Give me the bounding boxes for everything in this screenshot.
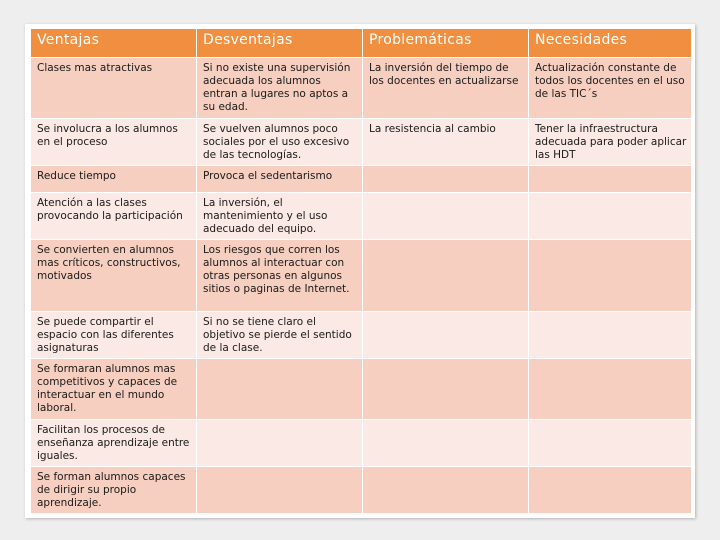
table-cell [197,420,363,467]
table-cell: Provoca el sedentarismo [197,166,363,193]
table-row [31,58,692,119]
table-cell [529,240,692,312]
table-row [31,420,692,467]
table-cell [197,467,363,514]
header-desventajas: Desventajas [197,29,363,58]
table-cell: La inversión del tiempo de los docentes en actualizarse [363,58,529,119]
header-necesidades: Necesidades [529,29,692,58]
table-cell [529,312,692,359]
table-cell [529,359,692,420]
table-cell: Se convierten en alumnos mas críticos, constructivos, motivados [31,240,197,312]
table-cell [363,420,529,467]
table-cell: Si no existe una supervisión adecuada los alumnos entran a lugares no aptos a su edad. [197,58,363,119]
table-cell [363,312,529,359]
table-cell [363,166,529,193]
table-cell [529,420,692,467]
table-cell: Facilitan los procesos de enseñanza aprendizaje entre iguales. [31,420,197,467]
table-cell: Si no se tiene claro el objetivo se pierde el sentido de la clase. [197,312,363,359]
table-cell: Atención a las clases provocando la participación [31,193,197,240]
table-cell [363,193,529,240]
slide [25,24,695,518]
table-cell [363,467,529,514]
table-cell: Tener la infraestructura adecuada para poder aplicar las HDT [529,119,692,166]
table-cell [529,166,692,193]
table-header-row [31,29,692,58]
table-cell: Se puede compartir el espacio con las diferentes asignaturas [31,312,197,359]
table-cell [529,193,692,240]
table-cell: La inversión, el mantenimiento y el uso adecuado del equipo. [197,193,363,240]
table-row [31,467,692,514]
table-cell [529,467,692,514]
table-cell: Clases mas atractivas [31,58,197,119]
table-cell: Se formaran alumnos mas competitivos y capaces de interactuar en el mundo laboral. [31,359,197,420]
table-cell: Se vuelven alumnos poco sociales por el uso excesivo de las tecnologías. [197,119,363,166]
table-cell: Los riesgos que corren los alumnos al interactuar con otras personas en algunos sitios o paginas de Internet. [197,240,363,312]
table-cell: Se forman alumnos capaces de dirigir su propio aprendizaje. [31,467,197,514]
table-row [31,359,692,420]
table-cell: Se involucra a los alumnos en el proceso [31,119,197,166]
table-row [31,240,692,312]
table-row [31,193,692,240]
header-problematicas: Problemáticas [363,29,529,58]
table-row [31,119,692,166]
comparison-table [30,28,692,514]
table-cell [363,359,529,420]
header-ventajas: Ventajas [31,29,197,58]
table-cell [197,359,363,420]
table-cell [363,240,529,312]
table-row [31,312,692,359]
table-cell: Actualización constante de todos los docentes en el uso de las TIC´s [529,58,692,119]
table-cell: Reduce tiempo [31,166,197,193]
table-row [31,166,692,193]
table-cell: La resistencia al cambio [363,119,529,166]
